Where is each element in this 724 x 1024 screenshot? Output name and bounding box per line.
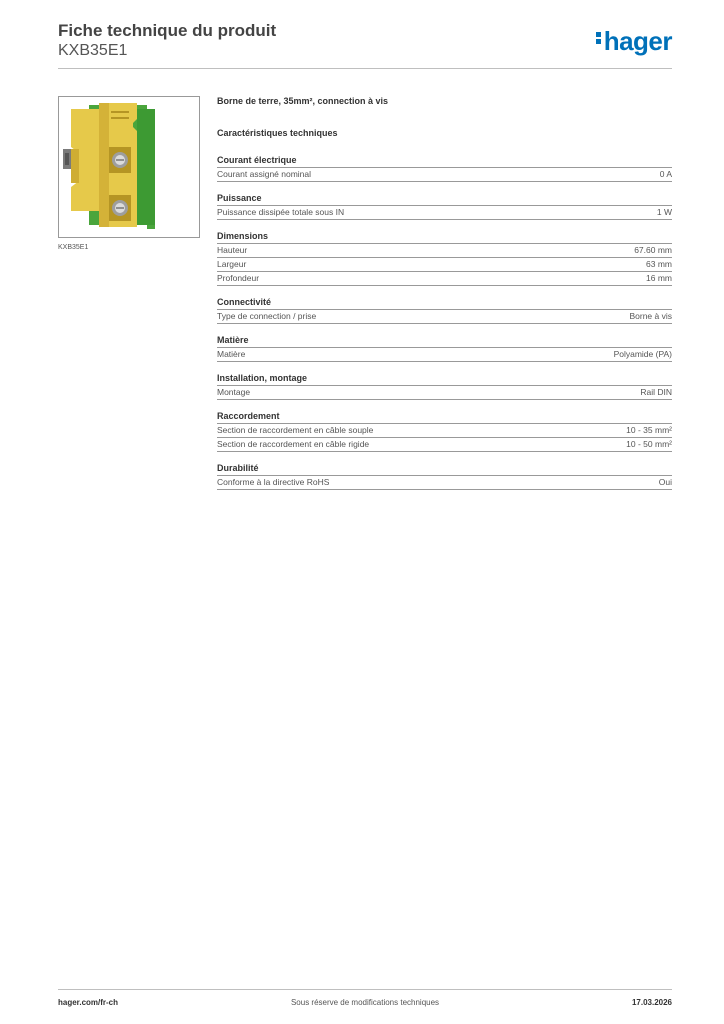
spec-label: Hauteur <box>217 245 248 255</box>
section-title: Matière <box>217 334 672 348</box>
product-description: Borne de terre, 35mm², connection à vis <box>217 96 389 106</box>
spec-value: Borne à vis <box>629 311 672 321</box>
section-title: Connectivité <box>217 296 672 310</box>
image-caption: KXB35E1 <box>58 244 89 251</box>
hager-logo <box>596 26 672 57</box>
spec-label: Largeur <box>217 259 247 269</box>
footer-divider <box>58 989 672 990</box>
spec-label: Matière <box>217 349 246 359</box>
spec-row <box>217 310 672 324</box>
spec-row <box>217 476 672 490</box>
section-matiere <box>217 334 672 362</box>
spec-label: Section de raccordement en câble souple <box>217 425 374 435</box>
spec-row <box>217 168 672 182</box>
spec-value: Rail DIN <box>640 387 672 397</box>
spec-value: 63 mm <box>646 259 672 269</box>
spec-row <box>217 438 672 452</box>
document-title: Fiche technique du produit <box>58 21 277 40</box>
section-title: Courant électrique <box>217 154 672 168</box>
spec-row <box>217 244 672 258</box>
spec-row <box>217 258 672 272</box>
spec-label: Courant assigné nominal <box>217 169 312 179</box>
spec-label: Profondeur <box>217 273 260 283</box>
website-link[interactable]: hager.com/fr-ch <box>58 998 119 1007</box>
section-title: Puissance <box>217 192 672 206</box>
section-title: Dimensions <box>217 230 672 244</box>
spec-label: Type de connection / prise <box>217 311 317 321</box>
spec-label: Montage <box>217 387 251 397</box>
spec-row <box>217 206 672 220</box>
characteristics-heading: Caractéristiques techniques <box>217 128 338 138</box>
spec-value: 1 W <box>656 207 672 217</box>
spec-label: Puissance dissipée totale sous IN <box>217 207 345 217</box>
footer-disclaimer: Sous réserve de modifications techniques <box>290 998 440 1007</box>
spec-value: 0 A <box>659 169 672 179</box>
spec-value: Polyamide (PA) <box>613 349 672 359</box>
section-raccordement <box>217 410 672 452</box>
page-header <box>58 20 672 61</box>
spec-content <box>217 96 672 500</box>
section-title: Raccordement <box>217 410 672 424</box>
section-title: Durabilité <box>217 462 672 476</box>
spec-row <box>217 386 672 400</box>
spec-row <box>217 348 672 362</box>
terminal-block-product-image <box>58 96 200 238</box>
section-title: Installation, montage <box>217 372 672 386</box>
spec-label: Conforme à la directive RoHS <box>217 477 330 487</box>
section-puissance <box>217 192 672 220</box>
product-reference: KXB35E1 <box>58 42 128 59</box>
header-divider <box>58 68 672 69</box>
spec-value: 10 - 35 mm² <box>626 425 672 435</box>
section-installation <box>217 372 672 400</box>
spec-row <box>217 272 672 286</box>
spec-value: 67.60 mm <box>634 245 672 255</box>
logo-text: hager <box>603 26 672 56</box>
section-dimensions <box>217 230 672 286</box>
section-courant <box>217 154 672 182</box>
spec-value: 10 - 50 mm² <box>626 439 672 449</box>
spec-value: Oui <box>658 477 672 487</box>
section-connectivite <box>217 296 672 324</box>
spec-row <box>217 424 672 438</box>
spec-value: 16 mm <box>646 273 672 283</box>
spec-label: Section de raccordement en câble rigide <box>217 439 370 449</box>
section-durabilite <box>217 462 672 490</box>
footer-date: 17.03.2026 <box>631 998 672 1007</box>
